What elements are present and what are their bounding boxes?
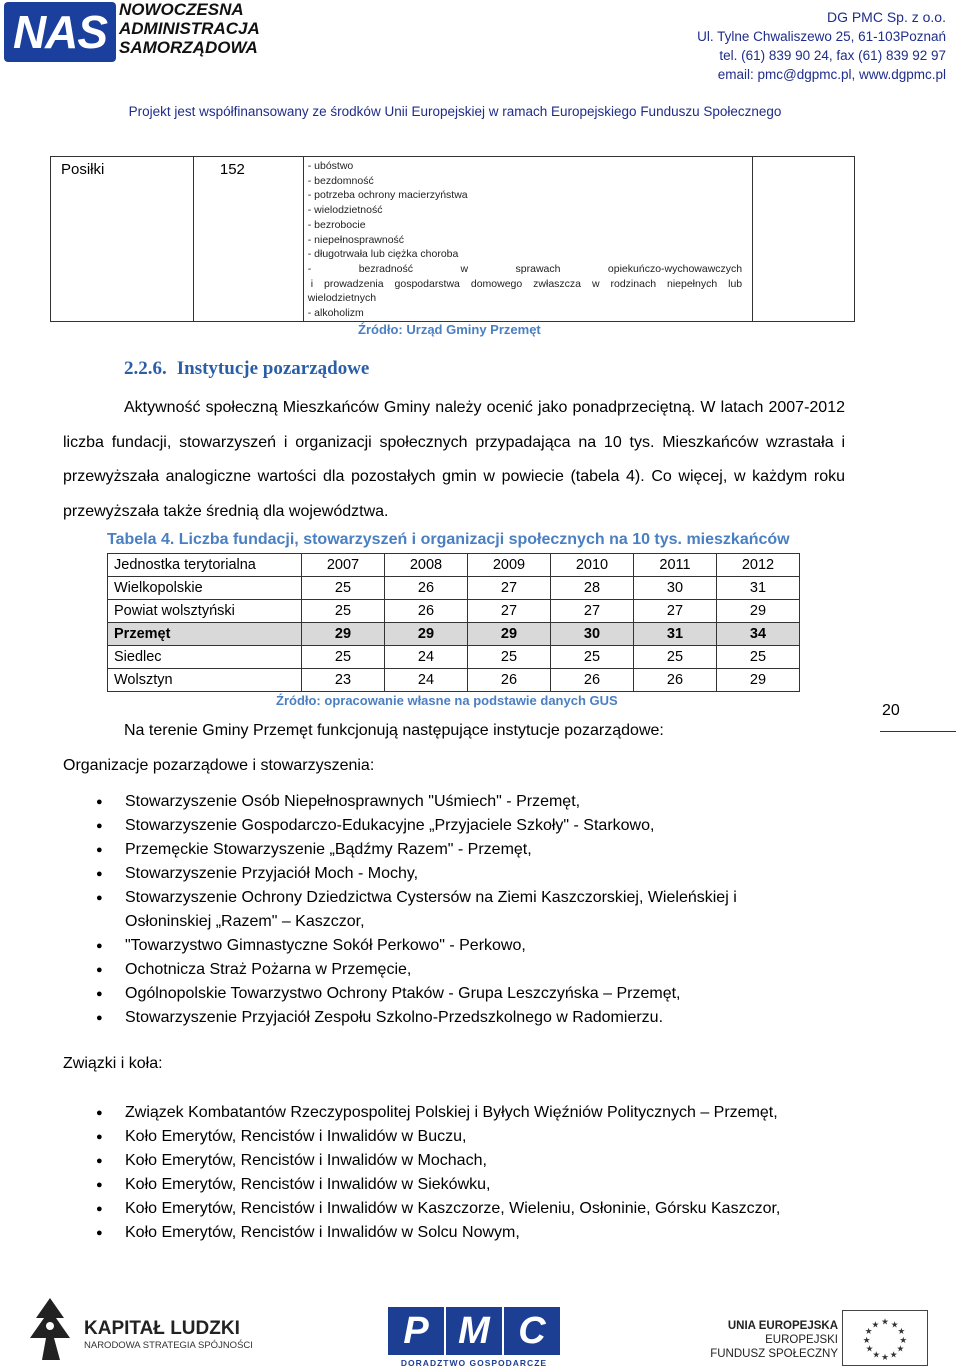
section-paragraph [63,391,845,529]
logo-line-1: NOWOCZESNA [119,0,244,19]
company-name: DG PMC Sp. z o.o. [826,9,946,25]
eu-title: UNIA EUROPEJSKA [727,1320,838,1332]
table-row [108,600,800,623]
table-cell: 29 [302,623,385,646]
table-cell: 30 [551,623,634,646]
table-cell: 27 [468,577,551,600]
list-item: ● "Towarzystwo Gimnastyczne Sokół Perkowo" - Perkowo, [96,934,836,958]
unions-heading: Związki i koła: [63,1055,163,1072]
eu-flag-icon [842,1310,928,1366]
svg-text:★: ★ [862,1335,871,1346]
svg-text:★: ★ [871,1320,880,1331]
table-cell: 29 [717,600,800,623]
list-item: ● Koło Emerytów, Rencistów i Inwalidów w Buczu, [96,1125,836,1149]
table-cell: Wolsztyn [108,669,302,692]
pmc-letter: P [388,1307,444,1355]
table-cell: Przemęt [108,623,302,646]
nas-logo: NAS [4,2,116,62]
table-cell: 29 [385,623,468,646]
svg-text:★: ★ [897,1327,906,1338]
table-cell: Powiat wolsztyński [108,600,302,623]
table-cell: 28 [551,577,634,600]
table-cell: Siedlec [108,646,302,669]
meals-table [50,156,855,322]
meals-count: 152 [193,157,303,322]
svg-text:★: ★ [899,1335,908,1346]
kapital-ludzki-title: KAPITAŁ LUDZKI [84,1318,240,1339]
list-item: ● Stowarzyszenie Gospodarczo-Edukacyjne „Przyjaciele Szkoły" - Starkowo, [96,814,836,838]
table-cell: 25 [302,577,385,600]
table-cell: 31 [717,577,800,600]
pmc-subtitle: DORADZTWO GOSPODARCZE [400,1358,548,1368]
svg-text:★: ★ [881,1353,889,1364]
section-title: Instytucje pozarządowe [176,358,370,379]
empty-cell [753,157,855,322]
organizations-list [96,790,836,1030]
table-header-cell: Jednostka terytorialna [108,554,302,577]
logo-line-2: ADMINISTRACJA [119,19,260,38]
pmc-logo [388,1307,560,1369]
eu-line: EUROPEJSKI [765,1334,838,1346]
table-cell: 25 [302,600,385,623]
svg-text:★: ★ [872,1350,881,1361]
organizations-heading: Organizacje pozarządowe i stowarzyszenia: [63,757,375,774]
reason-item: - długotrwała lub ciężka choroba [307,248,459,261]
meals-label: Posiłki [51,157,194,322]
table-cell: 26 [634,669,717,692]
logo-line-3: SAMORZĄDOWA [119,38,258,57]
page-number-rule [880,731,956,732]
list-item: ● Koło Emerytów, Rencistów i Inwalidów w Solcu Nowym, [96,1221,836,1245]
company-email: email: pmc@dgpmc.pl, www.dgpmc.pl [717,67,946,82]
reason-item: - potrzeba ochrony macierzyństwa [307,189,468,202]
table-cell: 24 [385,669,468,692]
eu-line: FUNDUSZ SPOŁECZNY [710,1348,838,1360]
eu-text [710,1319,838,1361]
list-item: ● Stowarzyszenie Osób Niepełnosprawnych "Uśmiech" - Przemęt, [96,790,836,814]
table4-caption: Tabela 4. Liczba fundacji, stowarzyszeń i organizacji społecznych na 10 tys. mieszkańców [107,531,790,548]
page-number: 20 [882,702,900,719]
list-item: ● Przemęckie Stowarzyszenie „Bądźmy Razem" - Przemęt, [96,838,836,862]
kapital-ludzki-logo-icon [20,1296,80,1362]
table-header-row [108,554,800,577]
table-cell: 26 [468,669,551,692]
table-header-cell: 2007 [302,554,385,577]
reason-item: wielodzietnych [307,292,377,305]
pmc-letter: M [446,1307,502,1355]
table-row [51,157,855,322]
svg-text:★: ★ [881,1317,889,1328]
table4 [107,553,800,692]
intro-text: Na terenie Gminy Przemęt funkcjonują następujące instytucje pozarządowe: [124,722,664,739]
table-row [108,646,800,669]
company-phone: tel. (61) 839 90 24, fax (61) 839 92 97 [719,48,946,63]
reason-item: - niepełnosprawność [307,233,405,246]
company-address: Ul. Tylne Chwaliszewo 25, 61-103Poznań [697,29,946,44]
table-cell: 26 [551,669,634,692]
company-contact [697,8,946,84]
reason-item: - ubóstwo [307,160,354,172]
reason-item: - bezrobocie [307,218,366,231]
table-cell: 24 [385,646,468,669]
table-cell: 23 [302,669,385,692]
project-note: Projekt jest współfinansowany ze środków Unii Europejskiej w ramach Europejskiego Funduszu Społecznego [128,104,782,119]
table-cell: Wielkopolskie [108,577,302,600]
table-header-cell: 2010 [551,554,634,577]
table-cell: 25 [302,646,385,669]
table-cell: 34 [717,623,800,646]
table-cell: 25 [634,646,717,669]
table-cell: 25 [551,646,634,669]
table-row-highlighted [108,623,800,646]
table-cell: 29 [717,669,800,692]
svg-text:★: ★ [865,1344,874,1355]
list-item: ● Koło Emerytów, Rencistów i Inwalidów w Siekówku, [96,1173,836,1197]
table-cell: 26 [385,577,468,600]
reason-item: - bezradność w sprawach opiekuńczo-wychowawczych [307,262,743,275]
table-cell: 29 [468,623,551,646]
table-cell: 25 [468,646,551,669]
table-cell: 27 [551,600,634,623]
list-item: ● Stowarzyszenie Ochrony Dziedzictwa Cystersów na Ziemi Kaszczorskiej, Wieleńskiej i Osłoninskiej „Razem" – Kaszczor, [96,886,786,934]
svg-text:★: ★ [896,1344,905,1355]
section-heading [124,358,369,380]
list-item: ● Koło Emerytów, Rencistów i Inwalidów w Mochach, [96,1149,836,1173]
list-item: ● Stowarzyszenie Przyjaciół Moch - Mochy, [96,862,836,886]
list-item: ● Koło Emerytów, Rencistów i Inwalidów w Kaszczorze, Wieleniu, Osłoninie, Górsku Kaszczor, [96,1197,836,1221]
table-cell: 31 [634,623,717,646]
table4-source: Źródło: opracowanie własne na podstawie danych GUS [276,693,618,708]
section-number: 2.2.6. [124,358,167,379]
table-header-cell: 2011 [634,554,717,577]
list-item: ● Ogólnopolskie Towarzystwo Ochrony Ptaków - Grupa Leszczyńska – Przemęt, [96,982,836,1006]
table-header-cell: 2012 [717,554,800,577]
meals-source: Źródło: Urząd Gminy Przemęt [358,322,541,337]
table-cell: 26 [385,600,468,623]
svg-text:★: ★ [890,1320,899,1331]
list-item: ● Związek Kombatantów Rzeczypospolitej Polskiej i Byłych Więźniów Politycznych – Przemęt, [96,1101,836,1125]
table-header-cell: 2008 [385,554,468,577]
kapital-ludzki-subtitle: NARODOWA STRATEGIA SPÓJNOŚCI [84,1340,253,1351]
paragraph-text: Aktywność społeczną Mieszkańców Gminy należy ocenić jako ponadprzeciętną. W latach 2007-2012 liczba fundacji, stowarzyszeń i organizacji społecznych przypadająca na 10 tys. Mieszkańców wzrastała i przewyższała analogiczne wartości dla pozostałych gmin w powiecie (tabela 4). Co więcej, w każdym roku przewyższała także średnią dla województwa. [63,399,845,520]
table-row [108,577,800,600]
table-header-cell: 2009 [468,554,551,577]
list-item: ● Stowarzyszenie Przyjaciół Zespołu Szkolno-Przedszkolnego w Radomierzu. [96,1006,836,1030]
table-cell: 25 [717,646,800,669]
table-cell: 27 [634,600,717,623]
svg-text:★: ★ [889,1350,898,1361]
meals-reasons [303,157,752,322]
nas-logo-text [119,0,260,57]
list-item: ● Ochotnicza Straż Pożarna w Przemęcie, [96,958,836,982]
table-cell: 27 [468,600,551,623]
pmc-letter: C [504,1307,560,1355]
table-cell: 30 [634,577,717,600]
table-row [108,669,800,692]
reason-item: - alkoholizm [307,307,364,320]
unions-list [96,1101,836,1245]
reason-item: - wielodzietność [307,204,383,217]
reason-item: i prowadzenia gospodarstwa domowego zwłaszcza w rodzinach niepełnych lub [310,277,743,290]
svg-text:★: ★ [864,1327,873,1338]
reason-item: - bezdomność [307,174,374,187]
